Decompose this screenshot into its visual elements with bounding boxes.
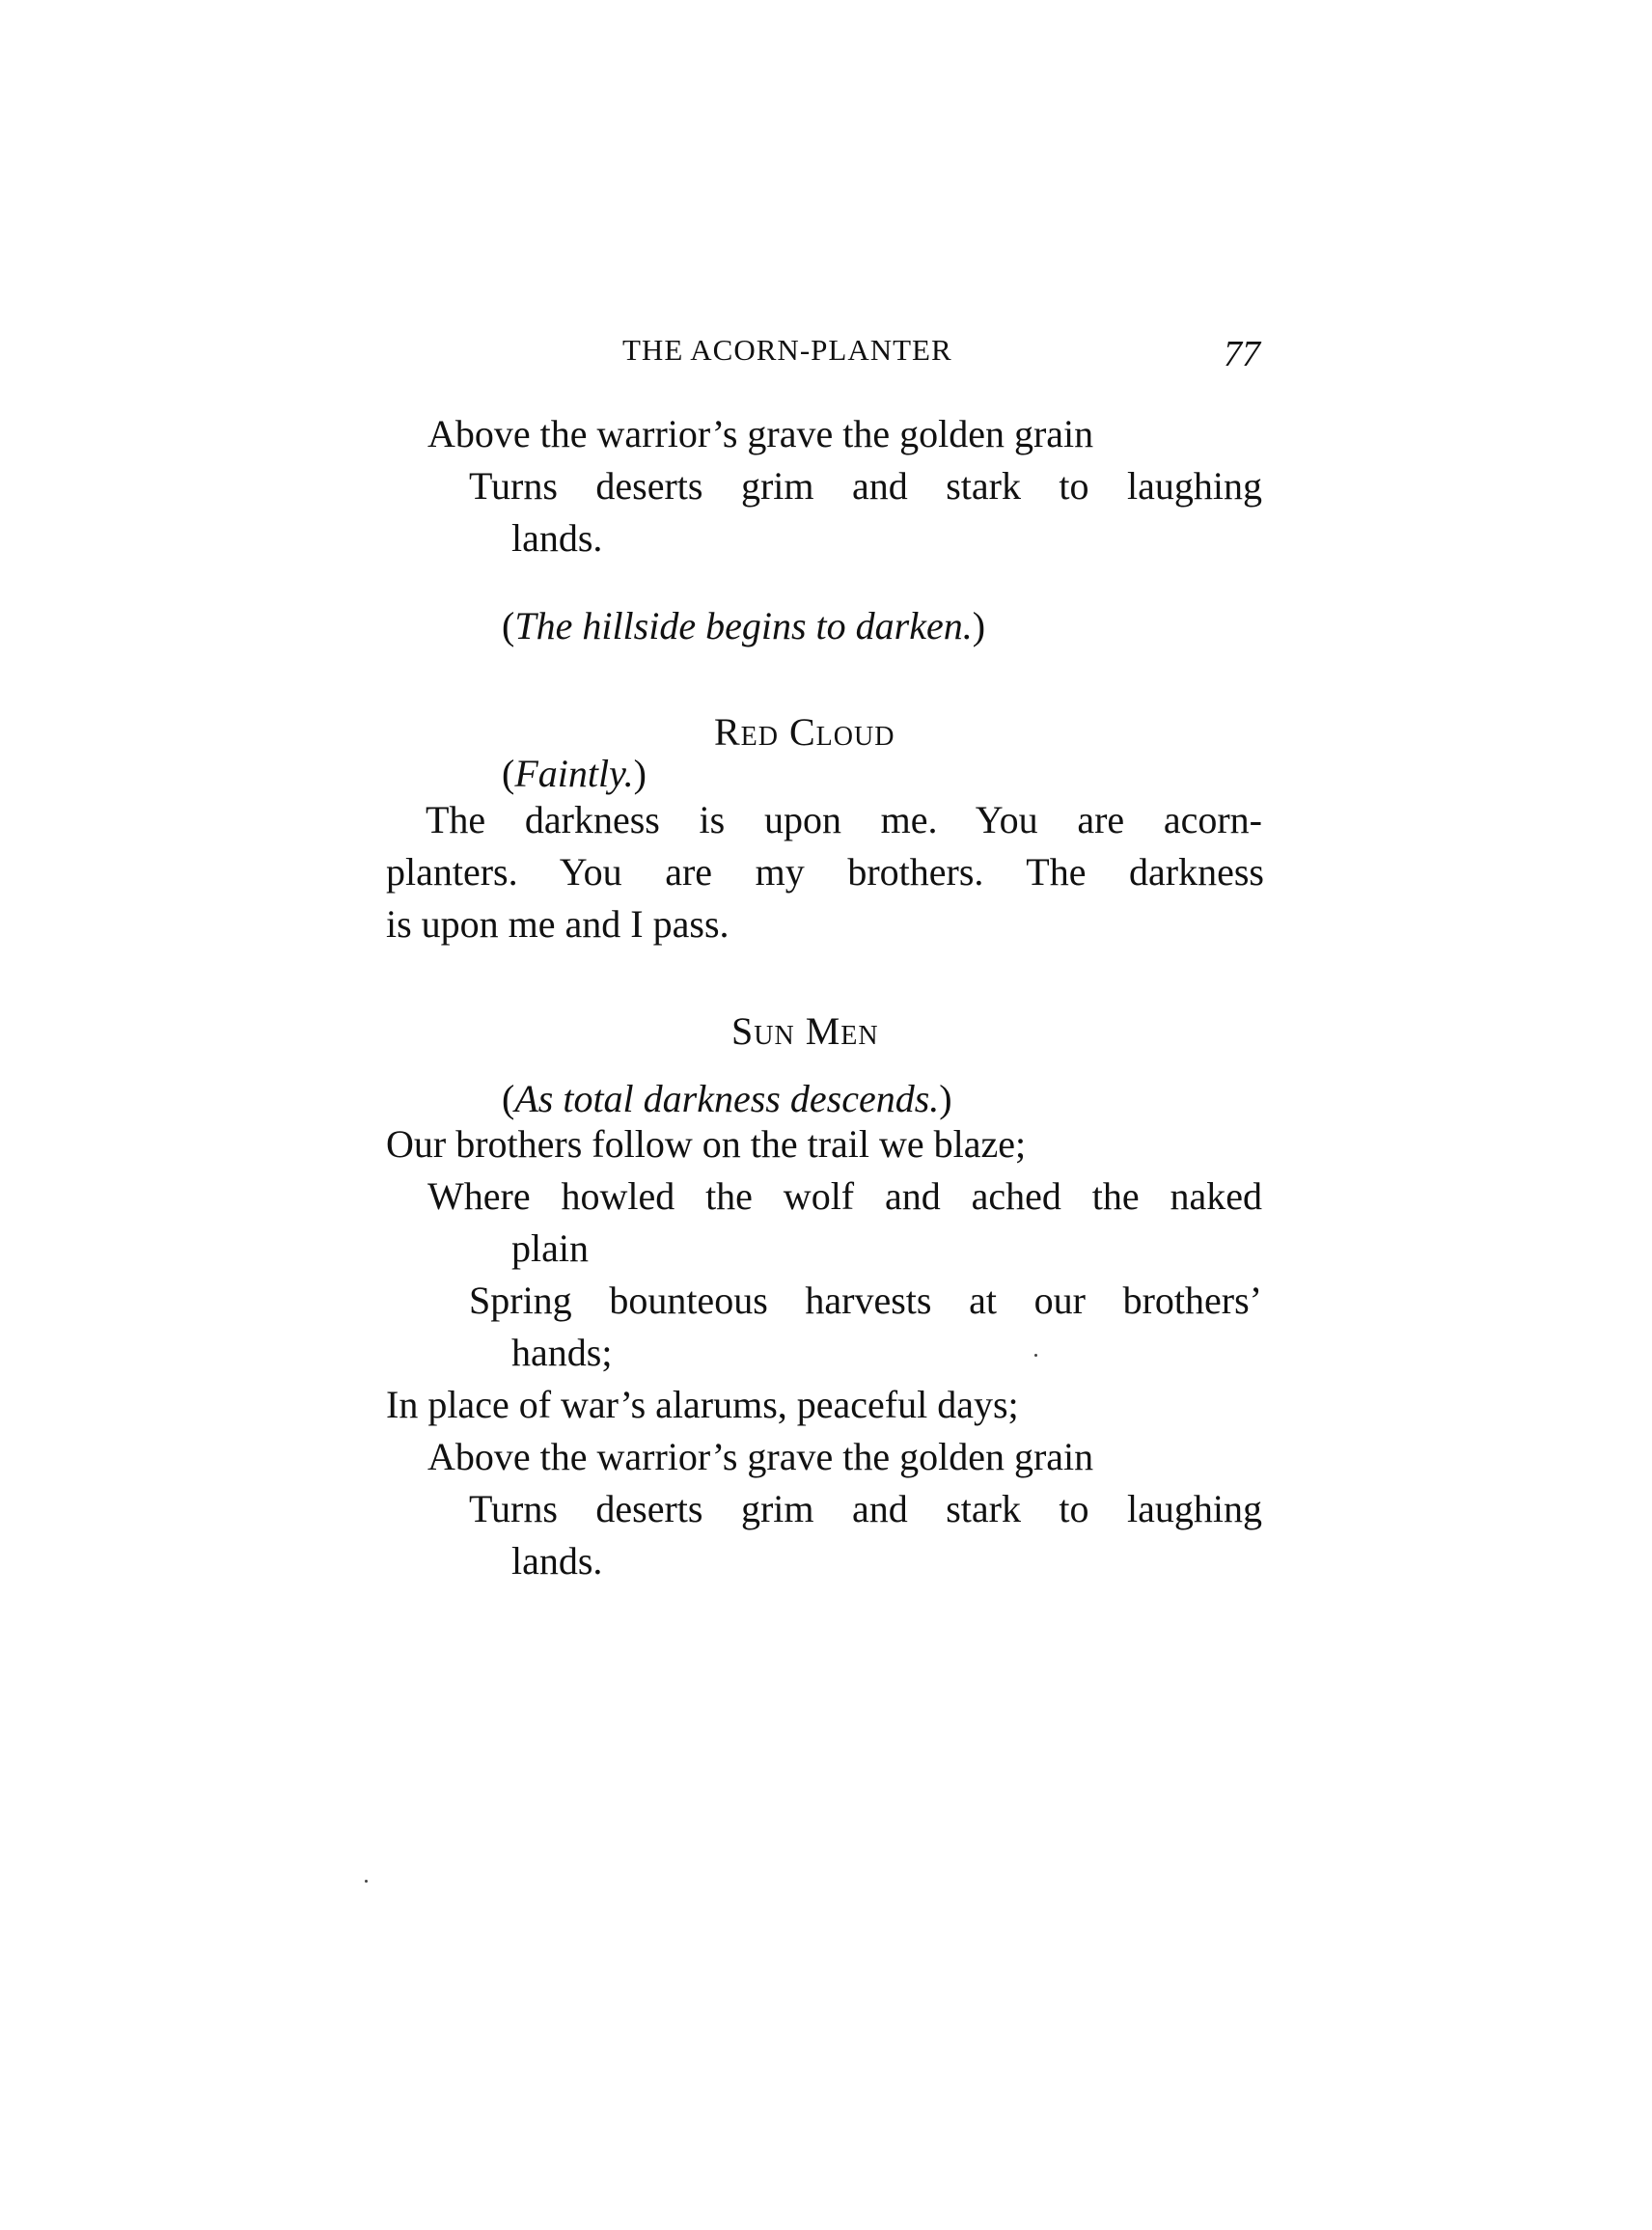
speaker-name: Red Cloud [714, 710, 895, 754]
verse-line: lands. [511, 1539, 603, 1583]
speaker-name: Sun Men [731, 1009, 879, 1053]
verse-line: Above the warrior’s grave the golden grain [427, 412, 1094, 455]
verse-line: Above the warrior’s grave the golden grain [427, 1435, 1094, 1478]
verse-line: hands; [511, 1331, 613, 1374]
verse-line: Our brothers follow on the trail we blaze; [386, 1122, 1027, 1166]
verse-line: Spring bounteous harvests at our brothers’ [469, 1279, 1262, 1322]
stage-direction-text: The hillside begins to darken. [514, 604, 973, 647]
speaker-direction-text: As total darkness descends. [514, 1077, 940, 1120]
stage-direction: (The hillside begins to darken.) [502, 604, 986, 647]
verse-line: Turns deserts grim and stark to laughing [469, 464, 1262, 508]
verse-line: In place of war’s alarums, peaceful days; [386, 1383, 1019, 1426]
speaker-direction: (As total darkness descends.) [502, 1077, 952, 1120]
verse-line: lands. [511, 516, 603, 560]
speaker-direction-text: Faintly. [514, 752, 634, 795]
running-head: THE ACORN-PLANTER [622, 333, 952, 367]
prose-line: is upon me and I pass. [386, 902, 730, 946]
scan-speck [1034, 1354, 1037, 1357]
prose-line: planters. You are my brothers. The darkness [386, 850, 1264, 894]
scan-speck [365, 1880, 368, 1883]
prose-line: The darkness is upon me. You are acorn- [426, 798, 1262, 841]
page-number: 77 [1224, 334, 1260, 374]
speaker-direction: (Faintly.) [502, 752, 647, 795]
verse-line: Turns deserts grim and stark to laughing [469, 1487, 1262, 1530]
verse-line: plain [511, 1226, 589, 1270]
verse-line: Where howled the wolf and ached the naked [427, 1174, 1262, 1218]
